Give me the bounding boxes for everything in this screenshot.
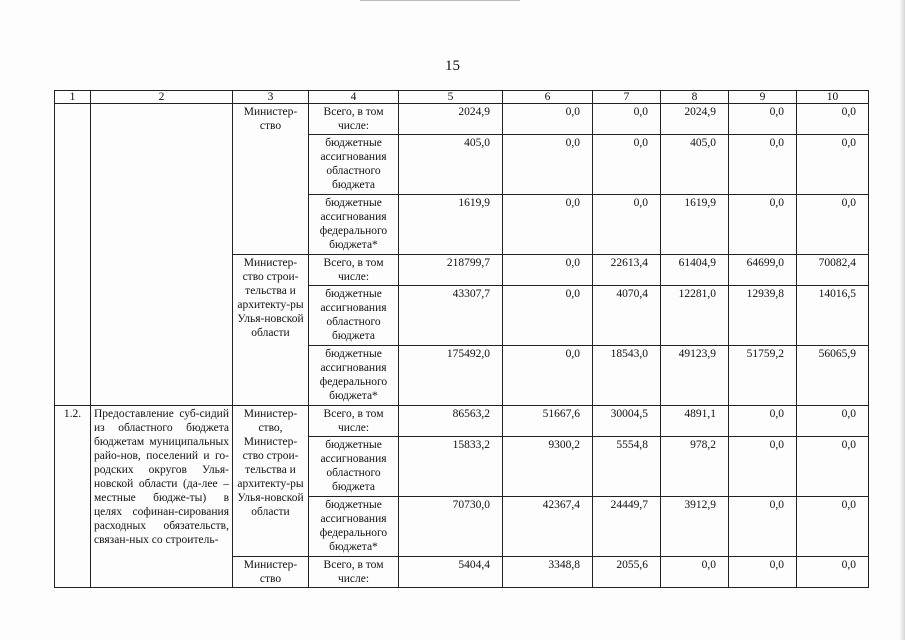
value-cell: 0,0 [797,406,869,437]
value-cell: 14016,5 [797,286,869,346]
funding-type: бюджетные ассигнования областного бюджета [309,286,399,346]
column-header: 8 [661,91,729,104]
value-cell: 15833,2 [399,437,503,497]
funding-type: Всего, в том числе: [309,557,399,588]
value-cell: 56065,9 [797,346,869,406]
value-cell: 42367,4 [503,497,593,557]
item-number: 1.2. [55,406,91,588]
column-header: 10 [797,91,869,104]
value-cell: 0,0 [729,135,797,195]
value-cell: 5404,4 [399,557,503,588]
value-cell: 18543,0 [593,346,661,406]
value-cell: 0,0 [503,135,593,195]
funding-type: Всего, в том числе: [309,104,399,135]
executor-name: Министер-ство [233,104,309,255]
funding-type: бюджетные ассигнования областного бюджета [309,437,399,497]
funding-type: бюджетные ассигнования федерального бюджета* [309,195,399,255]
column-header: 1 [55,91,91,104]
column-header: 3 [233,91,309,104]
value-cell: 1619,9 [399,195,503,255]
value-cell: 218799,7 [399,255,503,286]
scan-edge-line [360,0,520,1]
item-description: Предоставление суб-сидий из областного бюджета бюджетам муниципальных райо-нов, поселений и го-родских округов Улья-новской области (да-лее – местные бюдже-ты) в целях софинан-сирования расходных обязательств, связан-ных со строитель- [91,406,233,588]
value-cell: 0,0 [729,104,797,135]
value-cell: 175492,0 [399,346,503,406]
value-cell: 9300,2 [503,437,593,497]
value-cell: 0,0 [729,557,797,588]
value-cell: 0,0 [729,406,797,437]
value-cell: 24449,7 [593,497,661,557]
column-header: 2 [91,91,233,104]
item-number [55,104,91,406]
value-cell: 5554,8 [593,437,661,497]
funding-type: бюджетные ассигнования федерального бюджета* [309,497,399,557]
value-cell: 0,0 [503,195,593,255]
scan-edge-shadow [899,0,905,640]
value-cell: 30004,5 [593,406,661,437]
value-cell: 0,0 [729,437,797,497]
header-row [55,91,869,104]
value-cell: 3912,9 [661,497,729,557]
table-row [55,406,869,437]
value-cell: 0,0 [729,195,797,255]
value-cell: 0,0 [593,104,661,135]
value-cell: 22613,4 [593,255,661,286]
value-cell: 51759,2 [729,346,797,406]
value-cell: 2024,9 [661,104,729,135]
value-cell: 0,0 [661,557,729,588]
executor-name: Министер-ство, Министер-ство строи-тельства и архитекту-ры Улья-новской области [233,406,309,557]
value-cell: 61404,9 [661,255,729,286]
value-cell: 405,0 [399,135,503,195]
value-cell: 70082,4 [797,255,869,286]
column-header: 4 [309,91,399,104]
value-cell: 1619,9 [661,195,729,255]
page-number: 15 [445,58,460,74]
value-cell: 12281,0 [661,286,729,346]
value-cell: 0,0 [593,135,661,195]
value-cell: 64699,0 [729,255,797,286]
value-cell: 0,0 [797,437,869,497]
value-cell: 0,0 [503,286,593,346]
value-cell: 0,0 [797,195,869,255]
value-cell: 43307,7 [399,286,503,346]
executor-name: Министер-ство [233,557,309,588]
value-cell: 4891,1 [661,406,729,437]
value-cell: 0,0 [797,557,869,588]
table-row [55,104,869,135]
value-cell: 978,2 [661,437,729,497]
column-header: 6 [503,91,593,104]
funding-type: бюджетные ассигнования областного бюджета [309,135,399,195]
value-cell: 70730,0 [399,497,503,557]
value-cell: 0,0 [503,346,593,406]
value-cell: 2024,9 [399,104,503,135]
value-cell: 0,0 [503,255,593,286]
value-cell: 0,0 [797,104,869,135]
value-cell: 2055,6 [593,557,661,588]
column-header: 7 [593,91,661,104]
executor-name: Министер-ство строи-тельства и архитекту-ры Улья-новской области [233,255,309,406]
value-cell: 12939,8 [729,286,797,346]
value-cell: 0,0 [593,195,661,255]
column-header: 5 [399,91,503,104]
item-description [91,104,233,406]
value-cell: 0,0 [503,104,593,135]
value-cell: 0,0 [729,497,797,557]
funding-type: бюджетные ассигнования федерального бюджета* [309,346,399,406]
value-cell: 405,0 [661,135,729,195]
budget-table [54,90,869,588]
value-cell: 51667,6 [503,406,593,437]
value-cell: 86563,2 [399,406,503,437]
value-cell: 0,0 [797,135,869,195]
funding-type: Всего, в том числе: [309,406,399,437]
funding-type: Всего, в том числе: [309,255,399,286]
value-cell: 49123,9 [661,346,729,406]
value-cell: 4070,4 [593,286,661,346]
value-cell: 0,0 [797,497,869,557]
column-header: 9 [729,91,797,104]
value-cell: 3348,8 [503,557,593,588]
